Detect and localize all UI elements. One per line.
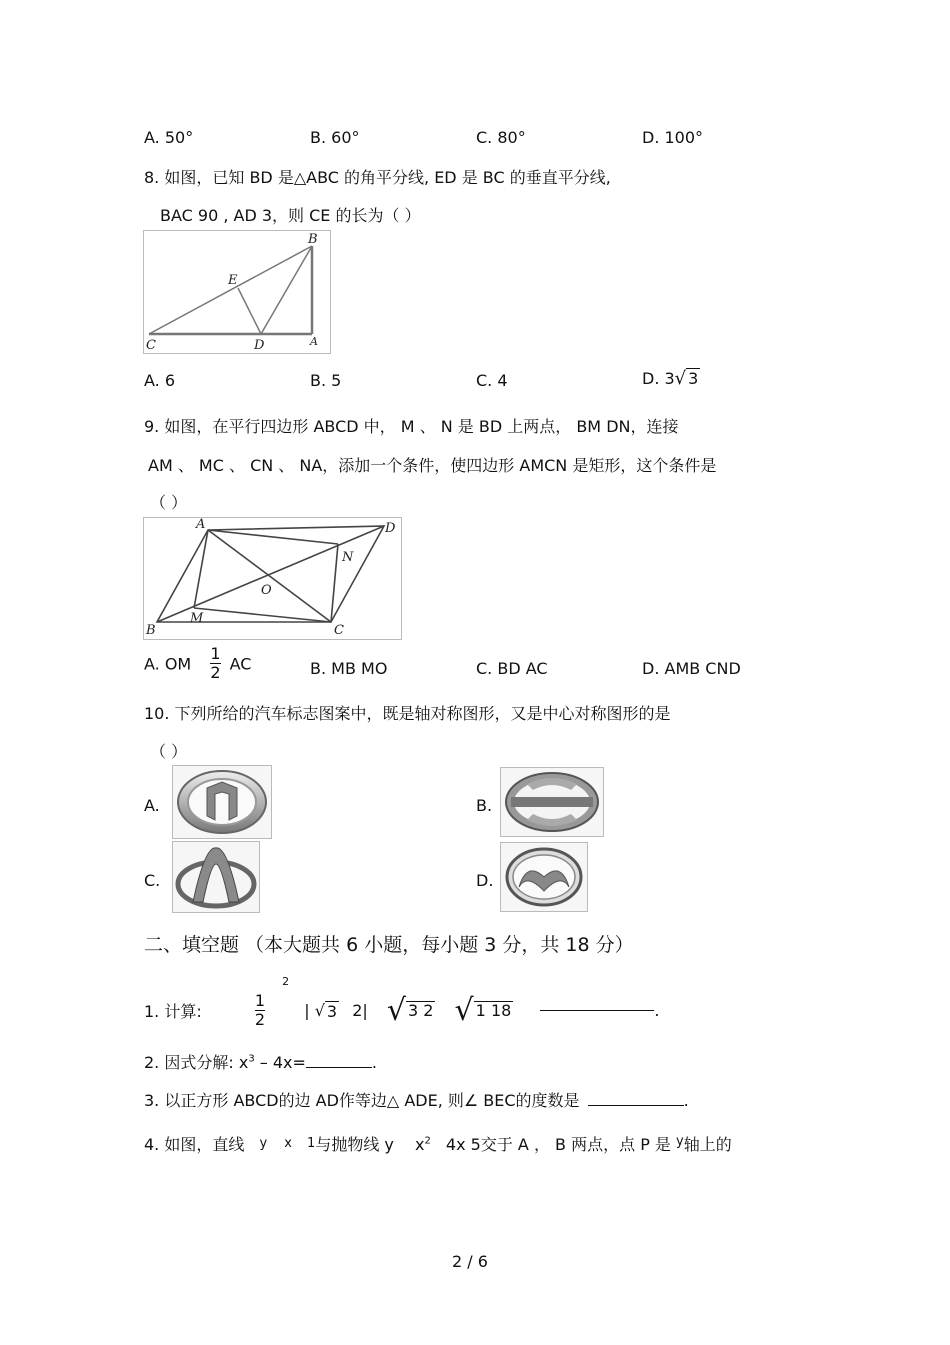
- q7-option-a: A. 50°: [144, 128, 194, 147]
- q9-option-d: D. AMB CND: [642, 659, 741, 678]
- fill-1: [144, 975, 660, 1029]
- q8-label-d: D: [254, 338, 265, 353]
- fill-1-abs-open: |: [304, 1001, 310, 1020]
- q8-label-a: A: [310, 335, 318, 348]
- q10-option-c-label: C.: [144, 871, 161, 890]
- q10-logo-b-icon: [500, 767, 604, 837]
- sqrt-icon: √: [674, 368, 687, 389]
- fill-2-exp: 3: [248, 1053, 255, 1065]
- q8-option-c: C. 4: [476, 371, 508, 390]
- fill-1-answer-blank[interactable]: [540, 1010, 654, 1011]
- fill-4: [144, 1132, 732, 1155]
- q10-option-a-label: A.: [144, 796, 160, 815]
- fill-4-text-c: 4x 5交于 A ， B 两点，点 P 是: [445, 1135, 671, 1154]
- fill-1-root-2-den: 18: [490, 1000, 512, 1020]
- fill-3: [144, 1088, 689, 1111]
- sqrt-icon: √: [314, 1001, 325, 1020]
- sqrt-icon: √: [454, 993, 474, 1028]
- fill-4-exp: 2: [424, 1135, 431, 1147]
- fill-1-abs-radicand: 3: [326, 1001, 338, 1021]
- q9-label-d: D: [385, 521, 396, 536]
- fill-1-half: [255, 992, 265, 1030]
- q9-parallelogram-diagram: [144, 518, 401, 639]
- q9-option-b: B. MB MO: [310, 659, 388, 678]
- fill-1-label: 1. 计算:: [144, 1002, 202, 1021]
- q9-option-a-den: 2: [210, 663, 221, 683]
- q8-label-b: B: [308, 232, 318, 247]
- q8-label-e: E: [228, 273, 238, 288]
- q7-option-b: B. 60°: [310, 128, 360, 147]
- fill-1-root-2-num: 1: [475, 1000, 486, 1020]
- q9-option-a-num: 1: [210, 644, 221, 663]
- fill-1-exp: 2: [282, 975, 290, 988]
- q10-stem-line1: 10. 下列所给的汽车标志图案中，既是轴对称图形，又是中心对称图形的是: [144, 704, 671, 723]
- q7-option-c: C. 80°: [476, 128, 526, 147]
- q9-option-a-suffix: AC: [229, 654, 252, 674]
- q9-label-c: C: [334, 623, 344, 638]
- fill-1-half-num: 1: [254, 990, 266, 1010]
- fill-1-half-den: 2: [254, 1010, 266, 1029]
- q9-stem-line3: （ ）: [150, 493, 188, 512]
- fill-1-root-1: [406, 1001, 435, 1020]
- fill-2-end: .: [371, 1053, 378, 1072]
- q10-stem-line2: （ ）: [150, 742, 188, 761]
- sqrt-icon: √: [386, 993, 406, 1028]
- fill-2: [144, 1050, 377, 1073]
- q8-triangle-diagram: [144, 231, 330, 353]
- fill-3-answer-blank[interactable]: [588, 1105, 684, 1106]
- q9-option-a-prefix: A. OM: [144, 654, 192, 674]
- q10-option-b-label: B.: [476, 796, 493, 815]
- fill-2-text-b: – 4x=: [254, 1053, 306, 1072]
- fill-2-text-a: 2. 因式分解: x: [144, 1053, 249, 1072]
- q7-option-d: D. 100°: [642, 128, 704, 147]
- fill-4-y2: y: [676, 1134, 684, 1149]
- fill-4-y1: y: [259, 1136, 268, 1151]
- q8-stem-line1: 8. 如图，已知 BD 是△ABC 的角平分线, ED 是 BC 的垂直平分线,: [144, 168, 611, 187]
- fill-3-text: 3. 以正方形 ABCD的边 AD作等边△ ADE, 则∠ BEC的度数是: [144, 1091, 580, 1110]
- page-number: 2 / 6: [452, 1252, 488, 1271]
- q9-option-a-fraction: [210, 645, 220, 683]
- q8-option-d: [642, 368, 700, 389]
- q8-option-b: B. 5: [310, 371, 342, 390]
- section-2-title: 二、填空题 （本大题共 6 小题，每小题 3 分，共 18 分）: [144, 934, 634, 956]
- fill-4-text-b: 与抛物线 y: [315, 1135, 394, 1154]
- fill-2-answer-blank[interactable]: [306, 1067, 372, 1068]
- q8-option-a: A. 6: [144, 371, 176, 390]
- fill-4-one: 1: [307, 1136, 316, 1151]
- fill-1-root-1-num: 3: [407, 1000, 419, 1020]
- q10-logo-a-icon: [172, 765, 272, 839]
- fill-4-x1: x: [284, 1136, 292, 1151]
- fill-4-text-a: 4. 如图，直线: [144, 1135, 245, 1154]
- q9-label-n: N: [342, 550, 354, 565]
- fill-4-text-d: 轴上的: [683, 1135, 732, 1154]
- fill-1-abs-close: 2|: [352, 1001, 368, 1020]
- q9-label-m: M: [190, 611, 204, 626]
- q9-label-o: O: [261, 583, 272, 598]
- q9-option-a: [144, 645, 251, 683]
- q10-logo-c-icon: [172, 841, 260, 913]
- q9-label-b: B: [146, 623, 156, 638]
- fill-1-end: .: [654, 1001, 660, 1020]
- q8-stem-line2: BAC 90 , AD 3，则 CE 的长为（ ）: [160, 206, 421, 225]
- q9-option-c: C. BD AC: [476, 659, 548, 678]
- q9-stem-line1: 9. 如图，在平行四边形 ABCD 中， M 、 N 是 BD 上两点， BM DN，连接: [144, 417, 679, 436]
- q10-logo-d-icon: [500, 842, 588, 912]
- q8-option-d-prefix: D. 3: [642, 369, 675, 388]
- q9-parallelogram-figure: [143, 517, 402, 640]
- fill-3-end: .: [683, 1091, 689, 1110]
- q8-label-c: C: [146, 338, 156, 353]
- fill-4-x2: x: [414, 1135, 425, 1154]
- q9-stem-line2: AM 、 MC 、 CN 、 NA，添加一个条件，使四边形 AMCN 是矩形，这个条件是: [148, 456, 717, 475]
- fill-1-root-1-den: 2: [423, 1000, 434, 1020]
- fill-1-root-2: [474, 1001, 514, 1020]
- q10-option-d-label: D.: [476, 871, 494, 890]
- q8-triangle-figure: [143, 230, 331, 354]
- q9-label-a: A: [196, 518, 206, 532]
- q8-option-d-radicand: 3: [688, 369, 699, 388]
